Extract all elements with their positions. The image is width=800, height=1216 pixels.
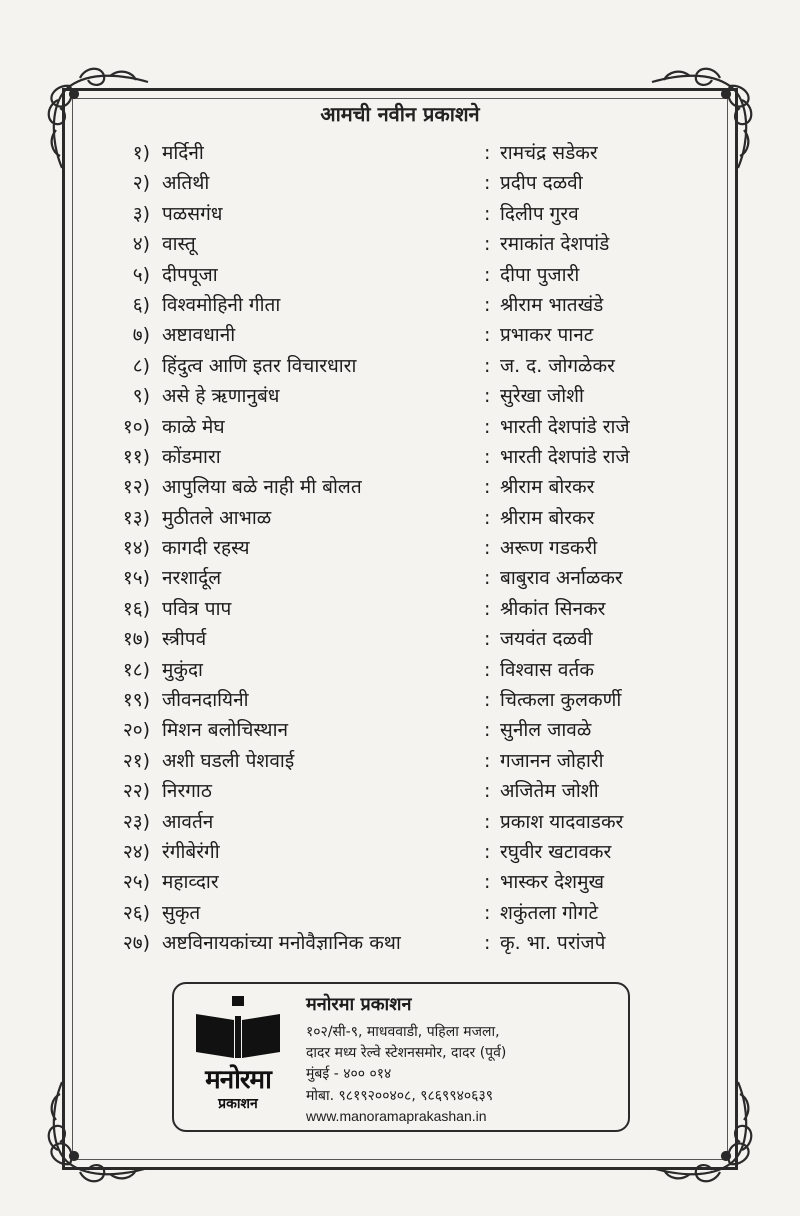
publisher-city: मुंबई - ४०० ०१४ <box>306 1066 392 1082</box>
book-number: १५) <box>122 567 150 590</box>
separator-colon: : <box>484 810 491 833</box>
book-number: ८) <box>132 354 150 377</box>
book-row <box>0 503 800 533</box>
book-number: ४) <box>132 233 150 256</box>
book-title: आवर्तन <box>162 810 214 833</box>
book-author: शकुंतला गोगटे <box>500 901 599 924</box>
publisher-website[interactable]: www.manoramaprakashan.in <box>306 1108 487 1124</box>
book-author: गजानन जोहारी <box>500 749 604 772</box>
book-row <box>0 138 800 168</box>
separator-colon: : <box>484 780 491 803</box>
book-author: भास्कर देशमुख <box>500 871 604 894</box>
book-number: ६) <box>132 293 150 316</box>
book-title: दीपपूजा <box>162 263 218 286</box>
separator-colon: : <box>484 719 491 742</box>
separator-colon: : <box>484 385 491 408</box>
book-number: १३) <box>122 506 150 529</box>
publisher-logo <box>188 994 288 1122</box>
separator-colon: : <box>484 445 491 468</box>
book-author: श्रीराम भातखंडे <box>500 293 604 316</box>
separator-colon: : <box>484 293 491 316</box>
book-row <box>0 715 800 745</box>
separator-colon: : <box>484 324 491 347</box>
book-row <box>0 746 800 776</box>
book-title: हिंदुत्व आणि इतर विचारधारा <box>162 354 357 377</box>
separator-colon: : <box>484 506 491 529</box>
book-number: ७) <box>132 324 150 347</box>
book-title: अष्टविनायकांच्या मनोवैज्ञानिक कथा <box>162 932 401 955</box>
logo-subtitle: प्रकाशन <box>218 1096 258 1112</box>
book-row <box>0 594 800 624</box>
logo-wordmark: मनोरमा <box>205 1065 271 1095</box>
book-number: ५) <box>132 263 150 286</box>
separator-colon: : <box>484 202 491 225</box>
separator-colon: : <box>484 476 491 499</box>
book-title: कागदी रहस्य <box>162 537 250 560</box>
book-number: २४) <box>122 840 150 863</box>
book-title: पळसगंध <box>162 202 223 225</box>
book-number: ९) <box>132 385 150 408</box>
book-title: अशी घडली पेशवाई <box>162 749 295 772</box>
book-row <box>0 655 800 685</box>
separator-colon: : <box>484 628 491 651</box>
separator-colon: : <box>484 415 491 438</box>
book-row <box>0 563 800 593</box>
separator-colon: : <box>484 871 491 894</box>
book-number: २०) <box>122 719 150 742</box>
book-title: जीवनदायिनी <box>162 689 249 712</box>
book-row <box>0 290 800 320</box>
separator-colon: : <box>484 142 491 164</box>
book-row <box>0 837 800 867</box>
book-number: ३) <box>132 202 150 225</box>
book-author: प्रकाश यादवाडकर <box>500 810 624 833</box>
book-row <box>0 685 800 715</box>
book-title: मिशन बलोचिस्थान <box>162 719 289 742</box>
book-author: जयवंत दळवी <box>500 628 593 651</box>
book-author: श्रीराम बोरकर <box>500 476 595 499</box>
book-title: वास्तू <box>162 233 196 256</box>
book-author: सुनील जावळे <box>500 719 592 742</box>
book-number: १७) <box>122 628 150 651</box>
publisher-box <box>172 982 630 1132</box>
book-author: दीपा पुजारी <box>500 263 580 286</box>
book-title: स्त्रीपर्व <box>162 628 207 651</box>
book-author: श्रीकांत सिनकर <box>500 597 606 620</box>
book-row <box>0 229 800 259</box>
book-row <box>0 168 800 198</box>
book-author: रमाकांत देशपांडे <box>500 233 610 256</box>
book-author: श्रीराम बोरकर <box>500 506 595 529</box>
book-title: नरशार्दूल <box>162 567 222 590</box>
book-number: २७) <box>122 932 150 955</box>
book-row <box>0 320 800 350</box>
book-number: २) <box>132 172 150 195</box>
book-author: विश्वास वर्तक <box>500 658 594 681</box>
separator-colon: : <box>484 749 491 772</box>
book-title: पवित्र पाप <box>162 597 232 620</box>
book-number: २१) <box>122 749 150 772</box>
separator-colon: : <box>484 263 491 286</box>
book-row <box>0 928 800 958</box>
separator-colon: : <box>484 901 491 924</box>
corner-ornament-icon <box>650 1080 760 1190</box>
book-number: २२) <box>122 780 150 803</box>
book-title: अष्टावधानी <box>162 324 236 347</box>
book-row <box>0 472 800 502</box>
book-number: २५) <box>122 871 150 894</box>
separator-colon: : <box>484 567 491 590</box>
separator-colon: : <box>484 689 491 712</box>
book-title: अतिथी <box>162 172 210 195</box>
book-row <box>0 381 800 411</box>
book-title: असे हे ऋणानुबंध <box>162 385 280 408</box>
publisher-address-line1: १०२/सी-९, माधववाडी, पहिला मजला, <box>306 1024 500 1040</box>
book-number: १८) <box>122 658 150 681</box>
book-author: दिलीप गुरव <box>500 202 579 225</box>
publisher-phone: मोबा. ९८१९२००४०८, ९८६९९४०६३९ <box>306 1088 494 1104</box>
book-list <box>0 138 800 959</box>
book-number: २६) <box>122 901 150 924</box>
book-row <box>0 199 800 229</box>
book-title: निरगाठ <box>162 780 212 803</box>
book-logo-icon <box>188 994 288 1060</box>
book-title: सुकृत <box>162 901 201 924</box>
book-author: प्रभाकर पानट <box>500 324 594 347</box>
book-row <box>0 260 800 290</box>
publisher-address-line2: दादर मध्य रेल्वे स्टेशनसमोर, दादर (पूर्व) <box>306 1045 507 1061</box>
book-author: चित्कला कुलकर्णी <box>500 689 622 712</box>
book-row <box>0 412 800 442</box>
book-author: कृ. भा. परांजपे <box>500 932 606 955</box>
separator-colon: : <box>484 840 491 863</box>
separator-colon: : <box>484 354 491 377</box>
book-author: प्रदीप दळवी <box>500 172 583 195</box>
separator-colon: : <box>484 537 491 560</box>
book-number: १) <box>132 142 150 164</box>
book-author: अरूण गडकरी <box>500 537 598 560</box>
publisher-name: मनोरमा प्रकाशन <box>306 994 412 1015</box>
book-number: १९) <box>122 689 150 712</box>
separator-colon: : <box>484 597 491 620</box>
book-number: ११) <box>122 445 150 468</box>
book-author: भारती देशपांडे राजे <box>500 445 630 468</box>
page-title: आमची नवीन प्रकाशने <box>320 102 480 126</box>
book-row <box>0 898 800 928</box>
book-title: विश्वमोहिनी गीता <box>162 293 281 316</box>
book-row <box>0 533 800 563</box>
book-author: सुरेखा जोशी <box>500 385 584 408</box>
book-author: रघुवीर खटावकर <box>500 840 612 863</box>
book-title: महाव्दार <box>162 871 219 894</box>
book-row <box>0 867 800 897</box>
book-number: २३) <box>122 810 150 833</box>
book-row <box>0 807 800 837</box>
book-title: आपुलिया बळे नाही मी बोलत <box>162 476 362 499</box>
book-title: मुकुंदा <box>162 658 203 681</box>
book-title: काळे मेघ <box>162 415 225 438</box>
book-row <box>0 351 800 381</box>
book-title: रंगीबेरंगी <box>162 840 220 863</box>
separator-colon: : <box>484 932 491 955</box>
book-row <box>0 442 800 472</box>
separator-colon: : <box>484 172 491 195</box>
book-number: १६) <box>122 597 150 620</box>
book-row <box>0 776 800 806</box>
separator-colon: : <box>484 658 491 681</box>
separator-colon: : <box>484 233 491 256</box>
book-number: १४) <box>122 537 150 560</box>
book-author: भारती देशपांडे राजे <box>500 415 630 438</box>
book-title: कोंडमारा <box>162 445 221 468</box>
book-title: मुठीतले आभाळ <box>162 506 272 529</box>
book-author: ज. द. जोगळेकर <box>500 354 615 377</box>
book-number: १०) <box>122 415 150 438</box>
book-title: मर्दिनी <box>162 142 204 164</box>
corner-ornament-icon <box>40 1080 150 1190</box>
book-number: १२) <box>122 476 150 499</box>
book-author: अजितेम जोशी <box>500 780 599 803</box>
book-row <box>0 624 800 654</box>
book-author: रामचंद्र सडेकर <box>500 142 598 164</box>
book-author: बाबुराव अर्नाळकर <box>500 567 623 590</box>
